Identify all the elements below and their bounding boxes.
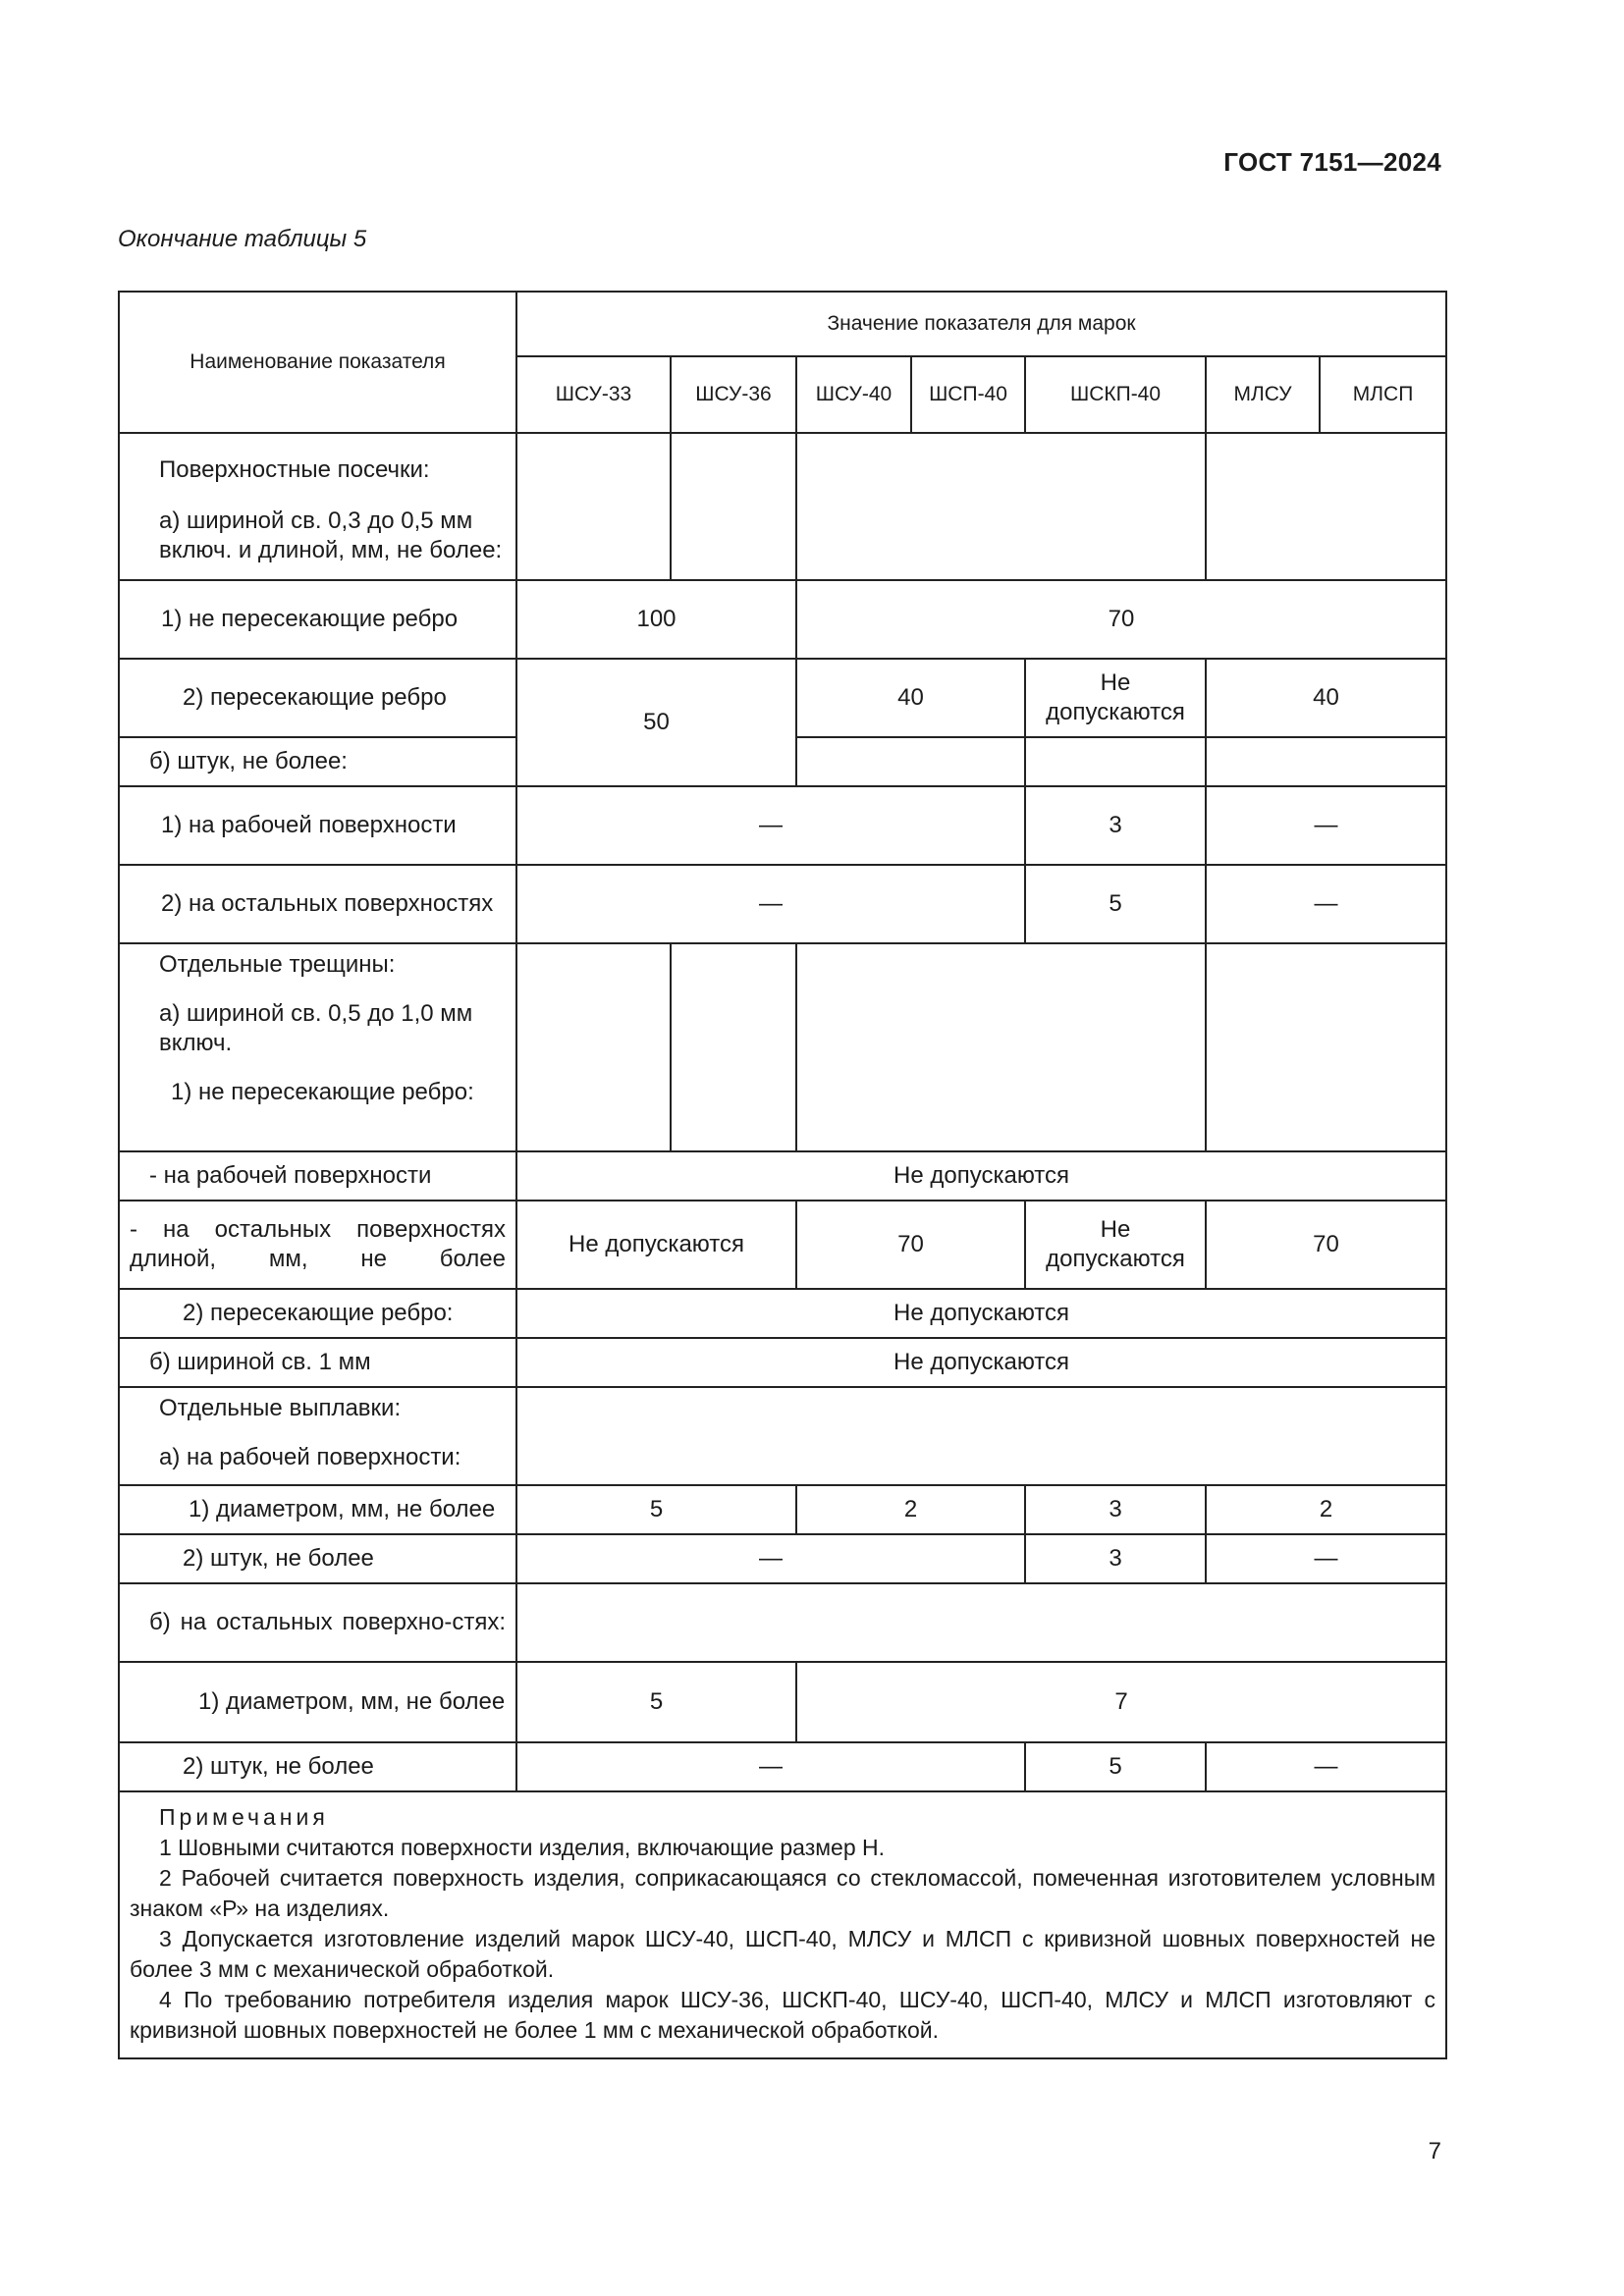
value-cell: 40 (796, 659, 1025, 737)
row-label: Поверхностные посечки: (159, 456, 430, 483)
value-cell: — (516, 786, 1025, 865)
value-cell: 2 (1206, 1485, 1446, 1534)
row-label: а) на рабочей поверхности: (159, 1444, 461, 1470)
row-label: б) на остальных поверхно-стях: (119, 1583, 516, 1662)
brand-header: ШСКП-40 (1025, 356, 1206, 433)
note-item: 2 Рабочей считается поверхность изделия, соприкасающаяся со стекломассой, помеченная изготовителем условным знаком «Р» на изделиях. (130, 1865, 1436, 1921)
row-label: 1) на рабочей поверхности (119, 786, 516, 865)
brand-header: ШСП-40 (911, 356, 1025, 433)
value-cell: 40 (1206, 659, 1446, 737)
row-label: 1) не пересекающие ребро: (171, 1079, 474, 1105)
header-values: Значение показателя для марок (516, 292, 1446, 356)
value-cell: — (1206, 786, 1446, 865)
row-label: а) шириной св. 0,3 до 0,5 мм включ. и длиной, мм, не более: (159, 507, 503, 563)
value-cell: 70 (796, 580, 1446, 659)
value-cell: 7 (796, 1662, 1446, 1742)
value-cell: 2 (796, 1485, 1025, 1534)
row-label: б) штук, не более: (119, 737, 516, 786)
row-label: а) шириной св. 0,5 до 1,0 мм включ. (159, 1000, 473, 1056)
row-label: - на рабочей поверхности (119, 1151, 516, 1201)
value-cell: 50 (516, 659, 796, 786)
value-cell: — (516, 865, 1025, 943)
properties-table (118, 291, 1447, 2059)
brand-header: ШСУ-40 (796, 356, 911, 433)
row-label: б) шириной св. 1 мм (119, 1338, 516, 1387)
value-cell: Не допускаются (516, 1151, 1446, 1201)
value-cell: 5 (1025, 1742, 1206, 1791)
brand-header: ШСУ-33 (516, 356, 671, 433)
value-cell: 5 (1025, 865, 1206, 943)
value-cell: 3 (1025, 786, 1206, 865)
row-label: Отдельные трещины: (159, 951, 396, 978)
row-label: 2) на остальных поверхностях (119, 865, 516, 943)
value-cell: Не допускаются (1025, 1201, 1206, 1289)
header-indicator: Наименование показателя (119, 292, 516, 433)
row-label: 2) штук, не более (119, 1742, 516, 1791)
value-cell: — (1206, 1742, 1446, 1791)
row-label: 2) пересекающие ребро (119, 659, 516, 737)
value-cell: Не допускаются (516, 1338, 1446, 1387)
value-cell: — (516, 1534, 1025, 1583)
notes-block (119, 1791, 1446, 2058)
row-label: 2) пересекающие ребро: (119, 1289, 516, 1338)
note-item: 3 Допускается изготовление изделий марок ШСУ-40, ШСП-40, МЛСУ и МЛСП с кривизной шовных поверхностей не более 3 мм с механической обработкой. (130, 1926, 1436, 1982)
brand-header: ШСУ-36 (671, 356, 796, 433)
value-cell: 70 (1206, 1201, 1446, 1289)
document-code: ГОСТ 7151—2024 (1223, 147, 1441, 177)
value-cell: — (1206, 1534, 1446, 1583)
value-cell: Не допускаются (1025, 659, 1206, 737)
row-label: - на остальных поверхностях длиной, мм, не более (119, 1201, 516, 1289)
row-label: Отдельные выплавки: (159, 1395, 402, 1421)
note-item: 4 По требованию потребителя изделия марок ШСУ-36, ШСКП-40, ШСУ-40, ШСП-40, МЛСУ и МЛСП изготовляют с кривизной шовных поверхностей не более 1 мм с механической обработкой. (130, 1987, 1436, 2043)
value-cell: 3 (1025, 1485, 1206, 1534)
note-item: 1 Шовными считаются поверхности изделия, включающие размер Н. (159, 1835, 886, 1860)
value-cell: 5 (516, 1485, 796, 1534)
row-label: 1) диаметром, мм, не более (119, 1662, 516, 1742)
page-number: 7 (1428, 2138, 1441, 2164)
value-cell: Не допускаются (516, 1201, 796, 1289)
row-label: 1) диаметром, мм, не более (119, 1485, 516, 1534)
row-label: 2) штук, не более (119, 1534, 516, 1583)
value-cell: Не допускаются (516, 1289, 1446, 1338)
value-cell: 70 (796, 1201, 1025, 1289)
row-label: 1) не пересекающие ребро (119, 580, 516, 659)
brand-header: МЛСП (1320, 356, 1446, 433)
notes-title: Примечания (159, 1804, 329, 1830)
value-cell: 5 (516, 1662, 796, 1742)
value-cell: — (1206, 865, 1446, 943)
brand-header: МЛСУ (1206, 356, 1320, 433)
value-cell: 100 (516, 580, 796, 659)
table-caption: Окончание таблицы 5 (118, 226, 367, 252)
value-cell: — (516, 1742, 1025, 1791)
value-cell: 3 (1025, 1534, 1206, 1583)
